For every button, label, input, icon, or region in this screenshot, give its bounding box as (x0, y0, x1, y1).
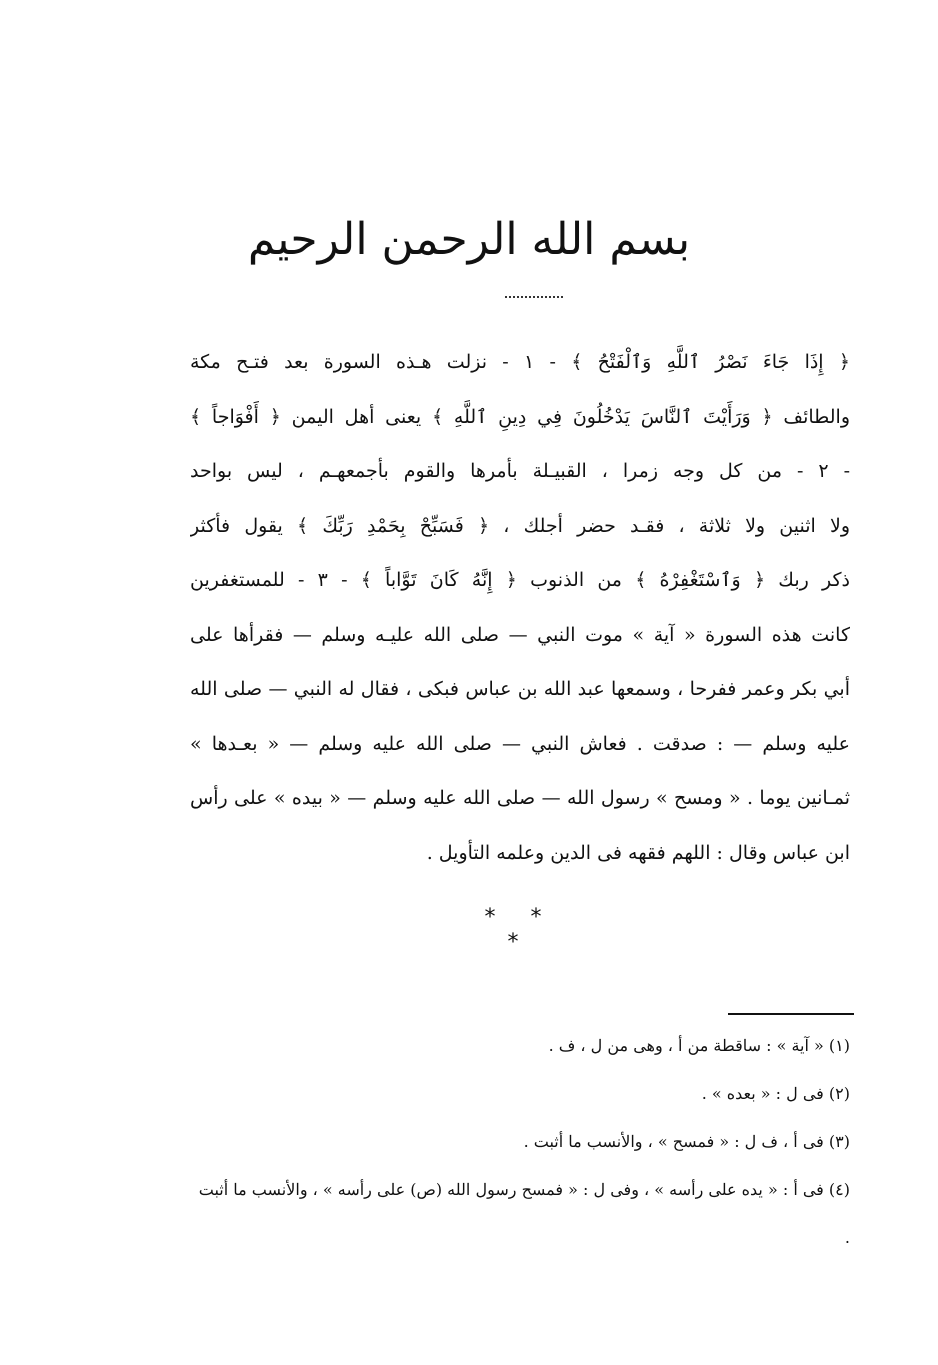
body-line: ذكر ربك ﴿ وَٱسْتَغْفِرْهُ ﴾ من الذنوب ﴿ إِنَّهُ كَانَ تَوَّاباً ﴾ - ٣ - للمستغفرين (190, 569, 850, 591)
body-line: ابن عباس وقال : اللهم فقهه فى الدين وعلمه التأويل . (426, 841, 850, 864)
footnote-3: (٣) فى أ ، ف ل : « فمسح » ، والأنسب ما أثبت . (523, 1132, 850, 1151)
body-line: - ٢ - من كل وجه زمرا ، القبيـلة بأمرها والقوم بأجمعهـم ، ليس بواحد (190, 460, 850, 482)
footnotes (190, 1022, 850, 1262)
heading-divider (505, 296, 563, 298)
footnote-4: (٤) فى أ : « يده على رأسه » ، وفى ل : « فمسح رسول الله (ص) على رأسه » ، والأنسب ما أثبت . (198, 1180, 850, 1247)
footnote-1: (١) « آية » : ساقطة من أ ، وهى من ل ، ف . (548, 1036, 850, 1055)
basmala-heading: بسم الله الرحمن الرحيم (247, 214, 691, 265)
body-line: كانت هذه السورة « آية » موت النبي — صلى الله عليـه وسلم — فقرأها على (190, 623, 850, 646)
body-line: أبي بكر وعمر ففرحا ، وسمعها عبد الله بن عباس فبكى ، فقال له النبي — صلى الله (190, 678, 850, 700)
footnote-rule (728, 1013, 854, 1015)
body-line: والطائف ﴿ وَرَأَيْتَ ٱلنَّاسَ يَدْخُلُونَ فِي دِينِ ٱللَّهِ ﴾ يعنى أهل اليمن ﴿ أَفْوَاجاً ﴾ (190, 405, 850, 428)
body-line: عليه وسلم — : صدقت . فعاش النبي — صلى الله عليه وسلم — « بعـدها » (190, 732, 850, 755)
body-line: ﴿ إِذَا جَاءَ نَصْرُ ٱللَّهِ وَٱلْفَتْحُ ﴾ - ١ - نزلت هـذه السورة بعد فتـح مكة (190, 351, 850, 373)
body-line: ولا اثنين ولا ثلاثة ، فقـد حضر أجلك ، ﴿ فَسَبِّحْ بِحَمْدِ رَبِّكَ ﴾ يقول فأكثر (190, 514, 850, 537)
section-separator: * * * (484, 905, 556, 955)
tafsir-body (190, 335, 850, 880)
footnote-2: (٢) فى ل : « بعده » . (701, 1084, 850, 1103)
body-line: ثمـانين يوما . « ومسح » رسول الله — صلى الله عليه وسلم — « بيده » على رأس (190, 787, 850, 809)
